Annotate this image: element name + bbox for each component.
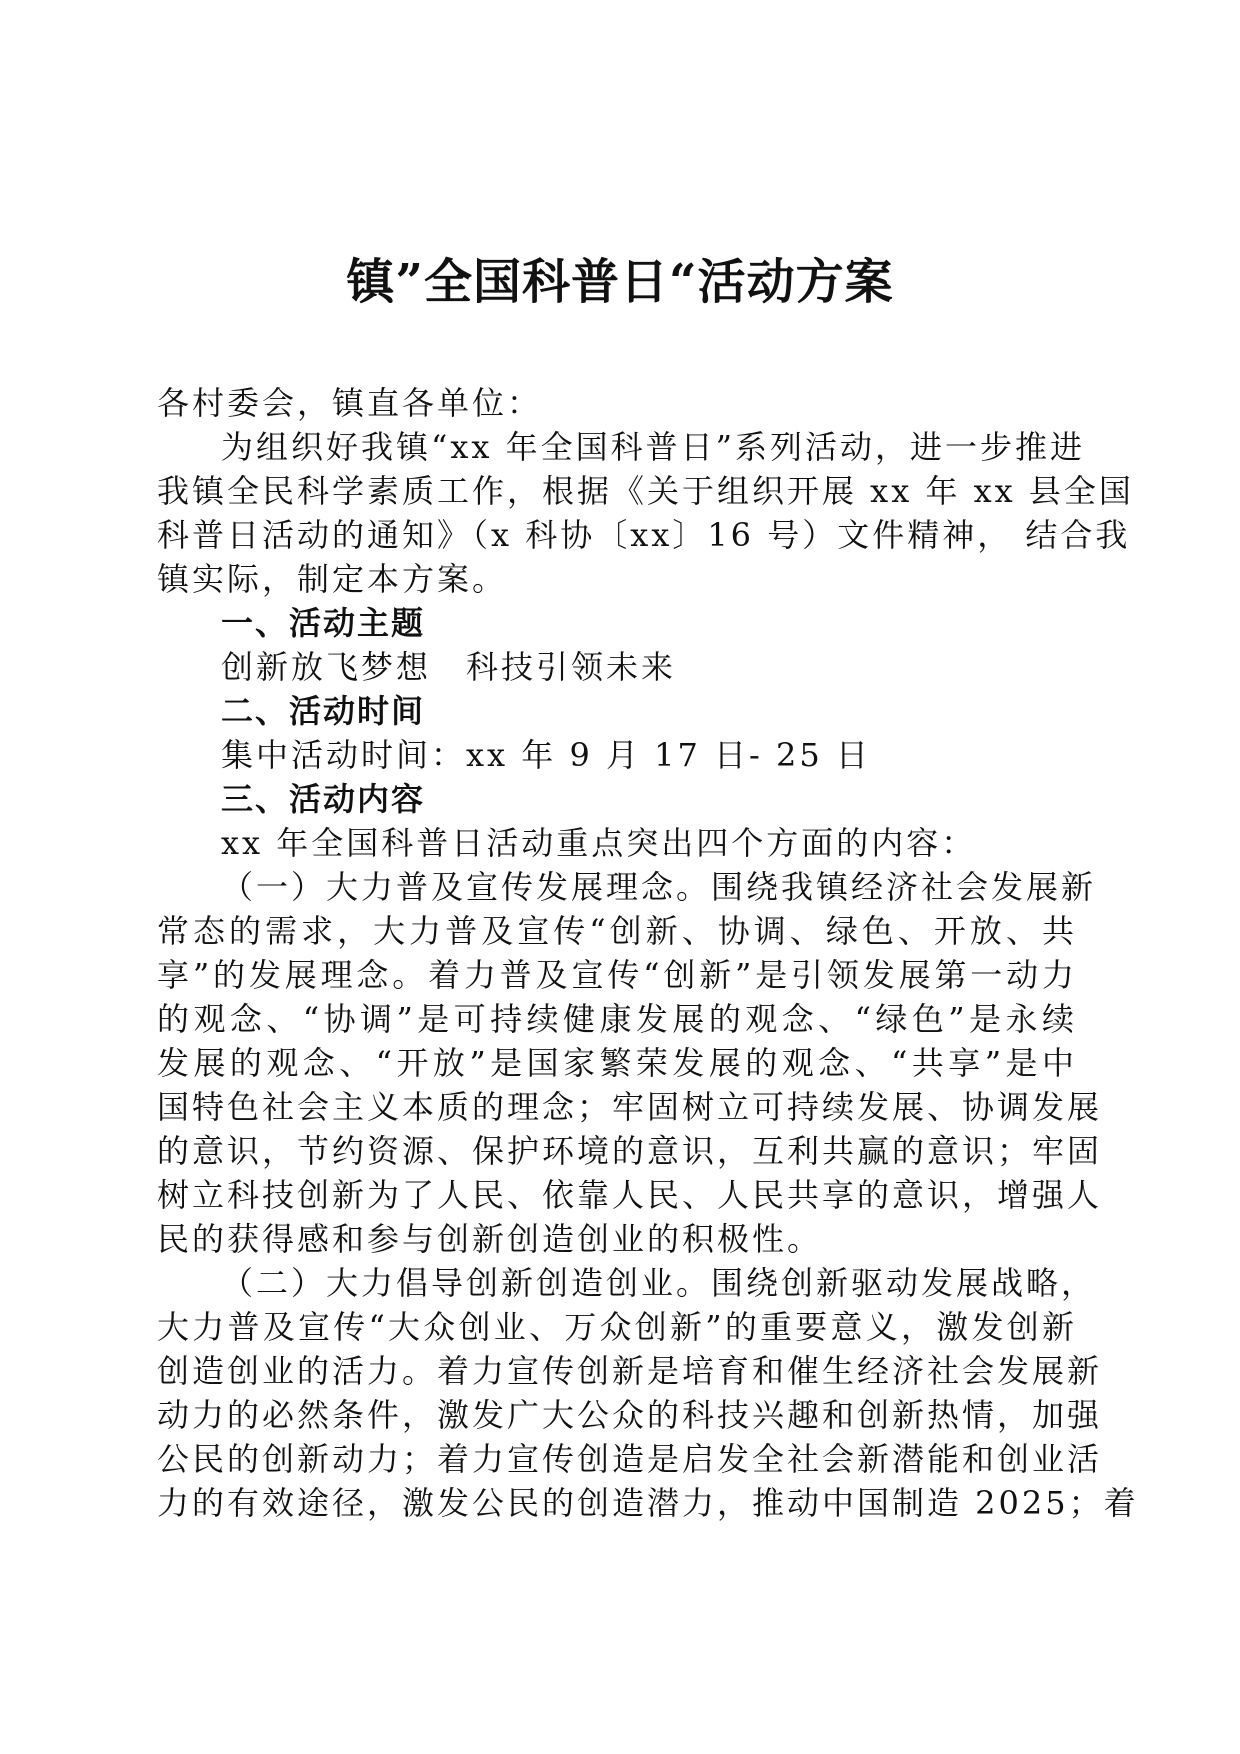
paragraph-line: 树立科技创新为了人民、依靠人民、人民共享的意识，增强人	[157, 1176, 1103, 1214]
content-paragraph-1	[157, 865, 1103, 1261]
paragraph-line: 发展的观念、“开放”是国家繁荣发展的观念、“共享”是中	[157, 1044, 1077, 1082]
paragraph-line: 国特色社会主义本质的理念；牢固树立可持续发展、协调发展	[157, 1088, 1103, 1126]
paragraph-line: 创造创业的活力。着力宣传创新是培育和催生经济社会发展新	[157, 1352, 1103, 1390]
section-text-theme: 创新放飞梦想 科技引领未来	[221, 648, 677, 686]
paragraph-line: （一）大力普及宣传发展理念。围绕我镇经济社会发展新	[221, 868, 1097, 906]
content-paragraph-2	[157, 1261, 1139, 1525]
document-body	[157, 381, 1139, 1525]
paragraph-line: 动力的必然条件，激发广大公众的科技兴趣和创新热情，加强	[157, 1396, 1103, 1434]
paragraph-line: 力的有效途径，激发公民的创造潜力，推动中国制造 2025；着	[157, 1484, 1139, 1522]
paragraph-line: 享”的发展理念。着力普及宣传“创新”是引领发展第一动力	[157, 956, 1077, 994]
section-heading-theme: 一、活动主题	[221, 604, 426, 642]
paragraph-line: 常态的需求，大力普及宣传“创新、协调、绿色、开放、共	[157, 912, 1077, 950]
paragraph-line: 公民的创新动力；着力宣传创造是启发全社会新潜能和创业活	[157, 1440, 1103, 1478]
paragraph-line: 大力普及宣传“大众创业、万众创新”的重要意义，激发创新	[157, 1308, 1077, 1346]
paragraph-line: 镇实际，制定本方案。	[157, 560, 508, 598]
paragraph-line: 民的获得感和参与创新创造创业的积极性。	[157, 1220, 823, 1258]
paragraph-line: 的意识，节约资源、保护环境的意识，互利共赢的意识；牢固	[157, 1132, 1103, 1170]
section-heading-content: 三、活动内容	[221, 780, 426, 818]
document-title: 镇”全国科普日“活动方案	[346, 254, 894, 310]
section-text-time: 集中活动时间：xx 年 9 月 17 日- 25 日	[221, 736, 871, 774]
paragraph-line: 的观念、“协调”是可持续健康发展的观念、“绿色”是永续	[157, 1000, 1077, 1038]
section-intro-content: xx 年全国科普日活动重点突出四个方面的内容：	[221, 824, 977, 862]
section-heading-time: 二、活动时间	[221, 692, 426, 730]
salutation: 各村委会，镇直各单位：	[157, 384, 543, 422]
paragraph-line: 科普日活动的通知》（x 科协〔xx〕16 号）文件精神， 结合我	[157, 516, 1131, 554]
intro-paragraph	[157, 425, 1134, 601]
paragraph-line: 我镇全民科学素质工作，根据《关于组织开展 xx 年 xx 县全国	[157, 472, 1134, 510]
paragraph-line: （二）大力倡导创新创造创业。围绕创新驱动发展战略，	[221, 1264, 1097, 1302]
paragraph-line: 为组织好我镇“xx 年全国科普日”系列活动，进一步推进	[221, 428, 1085, 466]
